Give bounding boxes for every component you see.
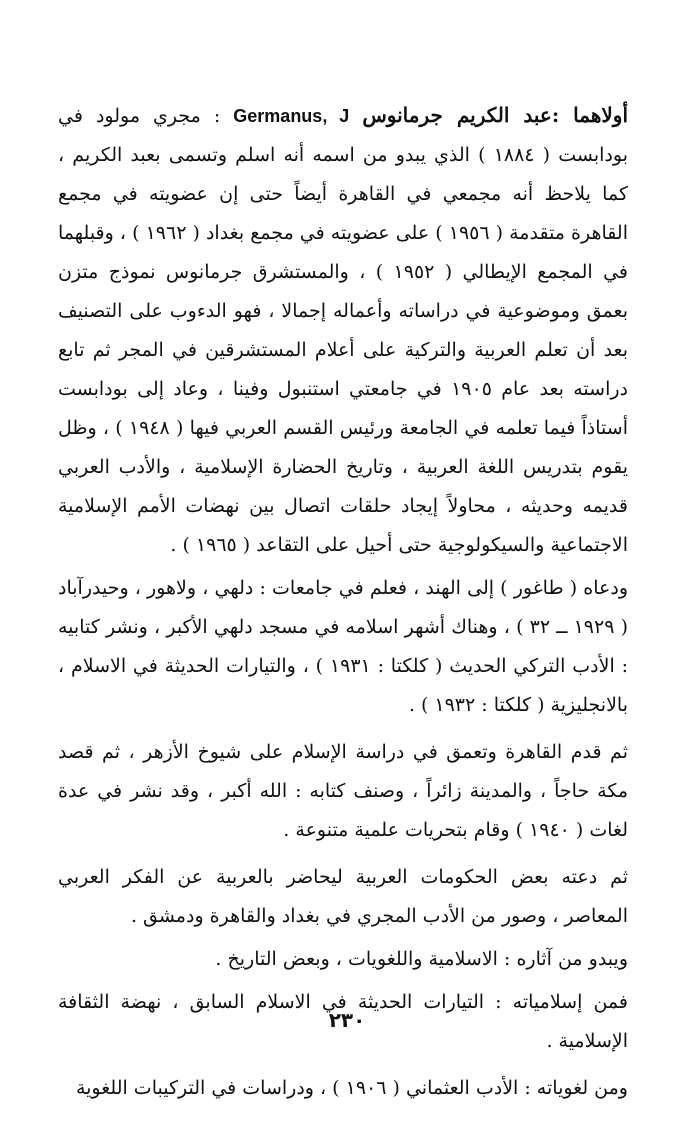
entry-paragraph [58,96,628,565]
paragraph-cairo: ثم قدم القاهرة وتعمق في دراسة الإسلام على شيوخ الأزهر ، ثم قصد مكة حاجاً ، والمدينة زائراً ، وصنف كتابه : الله أكبر ، وقد نشر في عدة لغات ( ١٩٤٠ ) وقام بتحريات علمية متنوعة . [58,741,629,841]
paragraph-india: ودعاه ( طاغور ) إلى الهند ، فعلم في جامعات : دلهي ، ولاهور ، وحيدرآباد ( ١٩٢٩ ــ ٣٢ ) ، وهناك أشهر اسلامه في مسجد دلهي الأكبر ، ونشر كتابيه : الأدب التركي الحديث ( كلكتا : ١٩٣١ ) ، والتيارات الحديثة في الاسلام ، بالانجليزية ( كلكتا : ١٩٣٢ ) . [58,577,628,716]
entry-heading-latin: Germanus, J [233,106,350,126]
paragraph-works: ويبدو من آثاره : الاسلامية واللغويات ، وبعض التاريخ . [215,948,628,970]
entry-text: : مجري مولود في بودابست ( ١٨٨٤ ) الذي يبدو من اسمه أنه اسلم وتسمى بعبد الكريم ، كما يلاحظ أنه مجمعي في القاهرة أيضاً حتى إن عضويته في مجمع القاهرة متقدمة ( ١٩٥٦ ) على عضويته في مجمع بغداد ( ١٩٦٢ ) ، وقبلهما في المجمع الإيطالي ( ١٩٥٢ ) ، والمستشرق جرمانوس نموذج متزن بعمق وموضوعية في دراساته وأعماله إجمالا ، فهو الدءوب على التصنيف بعد أن تعلم العربية والتركية على أعلام المستشرقين في المجر ثم تابع دراسته بعد عام ١٩٠٥ في جامعتي استنبول وفينا ، وعاد إلى بودابست أستاذاً فيما تعلمه في الجامعة ورئيس القسم العربي فيها ( ١٩٤٨ ) ، وظل يقوم بتدريس اللغة العربية ، وتاريخ الحضارة الإسلامية ، والأدب العربي قديمه وحديثه ، محاولاً إيجاد حلقات اتصال بين نهضات الأمم الإسلامية الاجتماعية والسيكولوجية حتى أحيل على التقاعد ( ١٩٦٥ ) . [58,105,628,556]
page-body [58,96,628,1116]
page-number: ٢٣٠ [328,1008,366,1032]
paragraph-linguistic-works: ومن لغوياته : الأدب العثماني ( ١٩٠٦ ) ، ودراسات في التركيبات اللغوية [75,1077,628,1099]
entry-heading-arabic: أولاهما :عبد الكريم جرمانوس [362,103,629,127]
paragraph-lectures: ثم دعته بعض الحكومات العربية ليحاضر بالعربية عن الفكر العربي المعاصر ، وصور من الأدب المجري في بغداد والقاهرة ودمشق . [58,866,628,927]
paragraph-islamic-works: فمن إسلامياته : التيارات الحديثة في الاسلام السابق ، نهضة الثقافة الإسلامية . [58,991,628,1052]
